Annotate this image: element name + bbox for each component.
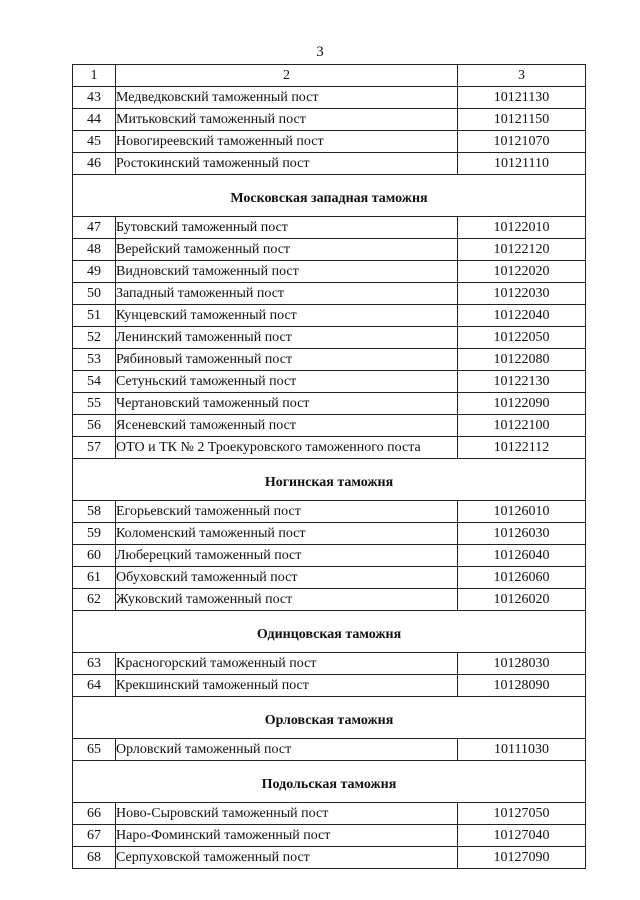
table-row bbox=[73, 589, 586, 611]
table-row bbox=[73, 501, 586, 523]
table-row bbox=[73, 739, 586, 761]
table-row bbox=[73, 393, 586, 415]
table-row bbox=[73, 437, 586, 459]
post-code: 10122120 bbox=[458, 239, 586, 261]
row-number: 46 bbox=[73, 153, 116, 175]
table-row bbox=[73, 305, 586, 327]
column-header-2: 2 bbox=[116, 65, 458, 87]
table-row bbox=[73, 523, 586, 545]
post-code: 10126020 bbox=[458, 589, 586, 611]
section-row bbox=[73, 761, 586, 803]
post-code: 10121150 bbox=[458, 109, 586, 131]
row-number: 58 bbox=[73, 501, 116, 523]
row-number: 43 bbox=[73, 87, 116, 109]
post-name: Видновский таможенный пост bbox=[116, 261, 458, 283]
column-header-3: 3 bbox=[458, 65, 586, 87]
post-name: Орловский таможенный пост bbox=[116, 739, 458, 761]
section-title: Подольская таможня bbox=[73, 761, 586, 803]
post-code: 10122030 bbox=[458, 283, 586, 305]
post-name: Верейский таможенный пост bbox=[116, 239, 458, 261]
table-header-row bbox=[73, 65, 586, 87]
post-name: Наро-Фоминский таможенный пост bbox=[116, 825, 458, 847]
post-code: 10122100 bbox=[458, 415, 586, 437]
row-number: 61 bbox=[73, 567, 116, 589]
row-number: 63 bbox=[73, 653, 116, 675]
post-code: 10127040 bbox=[458, 825, 586, 847]
post-name: Рябиновый таможенный пост bbox=[116, 349, 458, 371]
table-row bbox=[73, 349, 586, 371]
post-name: Митьковский таможенный пост bbox=[116, 109, 458, 131]
post-name: Западный таможенный пост bbox=[116, 283, 458, 305]
page-number: 3 bbox=[316, 44, 324, 60]
row-number: 50 bbox=[73, 283, 116, 305]
post-name: Медведковский таможенный пост bbox=[116, 87, 458, 109]
table-row bbox=[73, 567, 586, 589]
post-code: 10127090 bbox=[458, 847, 586, 869]
post-code: 10121070 bbox=[458, 131, 586, 153]
table-row bbox=[73, 283, 586, 305]
post-code: 10111030 bbox=[458, 739, 586, 761]
post-name: Ясеневский таможенный пост bbox=[116, 415, 458, 437]
post-code: 10121130 bbox=[458, 87, 586, 109]
row-number: 68 bbox=[73, 847, 116, 869]
row-number: 62 bbox=[73, 589, 116, 611]
post-name: Кунцевский таможенный пост bbox=[116, 305, 458, 327]
row-number: 52 bbox=[73, 327, 116, 349]
section-row bbox=[73, 175, 586, 217]
row-number: 45 bbox=[73, 131, 116, 153]
customs-posts-table bbox=[72, 64, 586, 869]
row-number: 60 bbox=[73, 545, 116, 567]
row-number: 54 bbox=[73, 371, 116, 393]
section-row bbox=[73, 459, 586, 501]
post-name: Жуковский таможенный пост bbox=[116, 589, 458, 611]
post-code: 10128030 bbox=[458, 653, 586, 675]
table-row bbox=[73, 239, 586, 261]
table-row bbox=[73, 653, 586, 675]
section-title: Московская западная таможня bbox=[73, 175, 586, 217]
row-number: 67 bbox=[73, 825, 116, 847]
row-number: 44 bbox=[73, 109, 116, 131]
post-name: Чертановский таможенный пост bbox=[116, 393, 458, 415]
post-code: 10122040 bbox=[458, 305, 586, 327]
post-code: 10127050 bbox=[458, 803, 586, 825]
row-number: 64 bbox=[73, 675, 116, 697]
post-name: Коломенский таможенный пост bbox=[116, 523, 458, 545]
post-name: Ленинский таможенный пост bbox=[116, 327, 458, 349]
section-title: Ногинская таможня bbox=[73, 459, 586, 501]
section-row bbox=[73, 697, 586, 739]
row-number: 56 bbox=[73, 415, 116, 437]
post-code: 10126060 bbox=[458, 567, 586, 589]
post-name: Красногорский таможенный пост bbox=[116, 653, 458, 675]
table-row bbox=[73, 131, 586, 153]
row-number: 57 bbox=[73, 437, 116, 459]
post-name: Сетуньский таможенный пост bbox=[116, 371, 458, 393]
row-number: 55 bbox=[73, 393, 116, 415]
row-number: 48 bbox=[73, 239, 116, 261]
post-name: Егорьевский таможенный пост bbox=[116, 501, 458, 523]
row-number: 59 bbox=[73, 523, 116, 545]
post-name: Люберецкий таможенный пост bbox=[116, 545, 458, 567]
post-code: 10128090 bbox=[458, 675, 586, 697]
post-code: 10126030 bbox=[458, 523, 586, 545]
column-header-1: 1 bbox=[73, 65, 116, 87]
row-number: 65 bbox=[73, 739, 116, 761]
table-row bbox=[73, 545, 586, 567]
post-name: Крекшинский таможенный пост bbox=[116, 675, 458, 697]
table-row bbox=[73, 371, 586, 393]
post-code: 10126040 bbox=[458, 545, 586, 567]
table-row bbox=[73, 847, 586, 869]
post-code: 10122130 bbox=[458, 371, 586, 393]
row-number: 53 bbox=[73, 349, 116, 371]
row-number: 47 bbox=[73, 217, 116, 239]
post-name: Бутовский таможенный пост bbox=[116, 217, 458, 239]
table-row bbox=[73, 803, 586, 825]
table-row bbox=[73, 825, 586, 847]
post-code: 10121110 bbox=[458, 153, 586, 175]
table-row bbox=[73, 261, 586, 283]
table-body bbox=[73, 65, 586, 869]
table-row bbox=[73, 327, 586, 349]
table-row bbox=[73, 415, 586, 437]
post-code: 10122020 bbox=[458, 261, 586, 283]
post-code: 10122090 bbox=[458, 393, 586, 415]
post-name: Ростокинский таможенный пост bbox=[116, 153, 458, 175]
post-name: Ново-Сыровский таможенный пост bbox=[116, 803, 458, 825]
section-title: Орловская таможня bbox=[73, 697, 586, 739]
section-title: Одинцовская таможня bbox=[73, 611, 586, 653]
post-code: 10122080 bbox=[458, 349, 586, 371]
table-row bbox=[73, 675, 586, 697]
post-code: 10122050 bbox=[458, 327, 586, 349]
post-code: 10122112 bbox=[458, 437, 586, 459]
row-number: 49 bbox=[73, 261, 116, 283]
post-name: Обуховский таможенный пост bbox=[116, 567, 458, 589]
row-number: 66 bbox=[73, 803, 116, 825]
table-row bbox=[73, 217, 586, 239]
post-name: Серпуховской таможенный пост bbox=[116, 847, 458, 869]
post-name: ОТО и ТК № 2 Троекуровского таможенного поста bbox=[116, 437, 458, 459]
post-code: 10126010 bbox=[458, 501, 586, 523]
section-row bbox=[73, 611, 586, 653]
table-row bbox=[73, 153, 586, 175]
post-code: 10122010 bbox=[458, 217, 586, 239]
table-row bbox=[73, 109, 586, 131]
row-number: 51 bbox=[73, 305, 116, 327]
post-name: Новогиреевский таможенный пост bbox=[116, 131, 458, 153]
table-row bbox=[73, 87, 586, 109]
